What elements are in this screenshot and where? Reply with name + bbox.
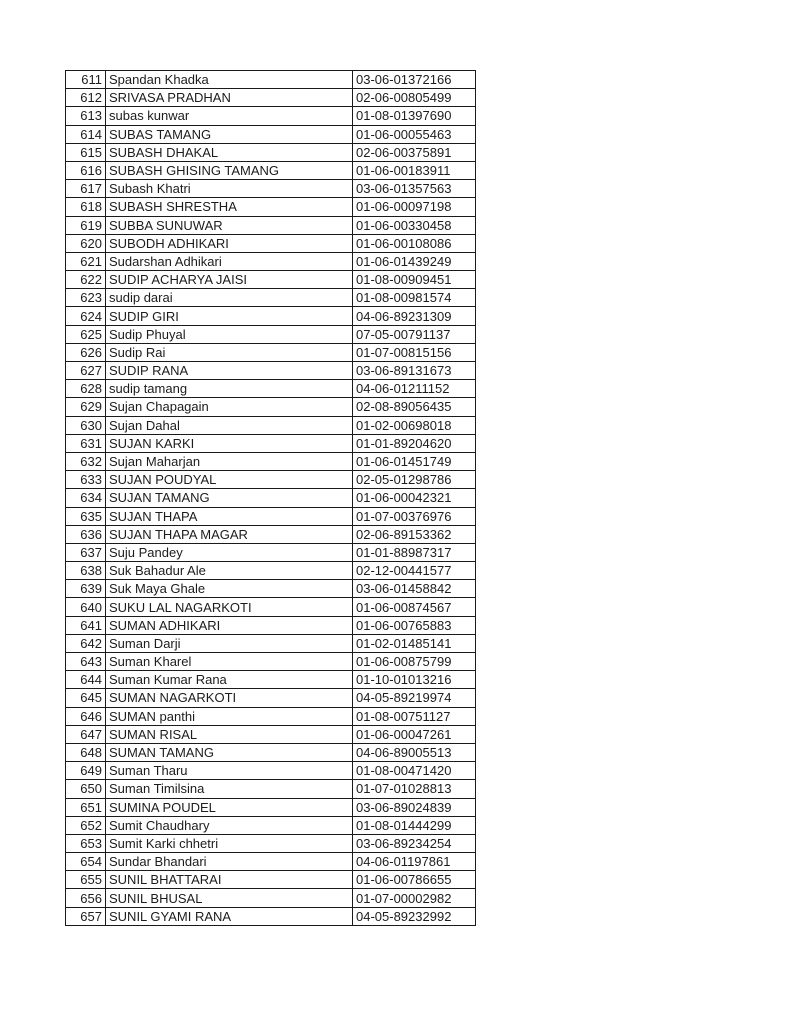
table-row (66, 562, 476, 580)
id-cell: 01-07-01028813 (353, 780, 476, 798)
id-cell: 04-06-89005513 (353, 743, 476, 761)
id-cell: 01-06-00874567 (353, 598, 476, 616)
name-cell: SUDIP GIRI (106, 307, 353, 325)
table-row (66, 125, 476, 143)
table-row (66, 362, 476, 380)
name-cell: SUBASH DHAKAL (106, 143, 353, 161)
name-cell: SUNIL BHATTARAI (106, 871, 353, 889)
serial-cell: 646 (66, 707, 106, 725)
id-cell: 07-05-00791137 (353, 325, 476, 343)
id-cell: 01-06-00042321 (353, 489, 476, 507)
id-cell: 01-06-00108086 (353, 234, 476, 252)
table-row (66, 725, 476, 743)
id-cell: 02-06-00805499 (353, 89, 476, 107)
id-cell: 01-08-00981574 (353, 289, 476, 307)
table-row (66, 161, 476, 179)
id-cell: 01-06-00786655 (353, 871, 476, 889)
serial-cell: 640 (66, 598, 106, 616)
table-row (66, 525, 476, 543)
serial-cell: 650 (66, 780, 106, 798)
serial-cell: 628 (66, 380, 106, 398)
name-cell: SUBASH SHRESTHA (106, 198, 353, 216)
table-row (66, 671, 476, 689)
id-cell: 01-06-00097198 (353, 198, 476, 216)
table-row (66, 707, 476, 725)
id-cell: 03-06-01458842 (353, 580, 476, 598)
serial-cell: 632 (66, 452, 106, 470)
serial-cell: 625 (66, 325, 106, 343)
serial-cell: 613 (66, 107, 106, 125)
id-cell: 01-08-01397690 (353, 107, 476, 125)
name-cell: Sumit Chaudhary (106, 816, 353, 834)
serial-cell: 636 (66, 525, 106, 543)
id-cell: 03-06-89131673 (353, 362, 476, 380)
table-row (66, 634, 476, 652)
id-cell: 02-05-01298786 (353, 471, 476, 489)
name-cell: Suk Bahadur Ale (106, 562, 353, 580)
serial-cell: 617 (66, 180, 106, 198)
serial-cell: 641 (66, 616, 106, 634)
table-row (66, 398, 476, 416)
serial-cell: 630 (66, 416, 106, 434)
table-row (66, 216, 476, 234)
id-cell: 01-07-00376976 (353, 507, 476, 525)
name-cell: SUKU LAL NAGARKOTI (106, 598, 353, 616)
name-cell: Suman Timilsina (106, 780, 353, 798)
table-row (66, 834, 476, 852)
name-cell: Subash Khatri (106, 180, 353, 198)
id-cell: 01-07-00815156 (353, 343, 476, 361)
serial-cell: 634 (66, 489, 106, 507)
roster-table (65, 70, 476, 926)
table-row (66, 543, 476, 561)
table-row (66, 89, 476, 107)
name-cell: Sujan Dahal (106, 416, 353, 434)
name-cell: SUBASH GHISING TAMANG (106, 161, 353, 179)
table-row (66, 616, 476, 634)
serial-cell: 616 (66, 161, 106, 179)
table-row (66, 271, 476, 289)
id-cell: 01-06-00055463 (353, 125, 476, 143)
name-cell: SUMAN ADHIKARI (106, 616, 353, 634)
table-row (66, 252, 476, 270)
table-row (66, 471, 476, 489)
id-cell: 04-05-89232992 (353, 907, 476, 925)
name-cell: SUMAN NAGARKOTI (106, 689, 353, 707)
table-row (66, 234, 476, 252)
name-cell: Suman Tharu (106, 762, 353, 780)
id-cell: 01-08-00909451 (353, 271, 476, 289)
id-cell: 01-06-00047261 (353, 725, 476, 743)
name-cell: SUBBA SUNUWAR (106, 216, 353, 234)
id-cell: 01-06-00183911 (353, 161, 476, 179)
name-cell: Suju Pandey (106, 543, 353, 561)
id-cell: 02-06-00375891 (353, 143, 476, 161)
serial-cell: 622 (66, 271, 106, 289)
id-cell: 01-06-00330458 (353, 216, 476, 234)
name-cell: Sudip Rai (106, 343, 353, 361)
id-cell: 03-06-89024839 (353, 798, 476, 816)
table-row (66, 107, 476, 125)
id-cell: 03-06-01372166 (353, 71, 476, 89)
name-cell: sudip tamang (106, 380, 353, 398)
id-cell: 01-06-00875799 (353, 653, 476, 671)
id-cell: 01-01-89204620 (353, 434, 476, 452)
serial-cell: 645 (66, 689, 106, 707)
table-row (66, 780, 476, 798)
serial-cell: 653 (66, 834, 106, 852)
name-cell: Suman Kharel (106, 653, 353, 671)
name-cell: SUMAN panthi (106, 707, 353, 725)
name-cell: SUBODH ADHIKARI (106, 234, 353, 252)
id-cell: 04-06-01211152 (353, 380, 476, 398)
name-cell: Sujan Maharjan (106, 452, 353, 470)
serial-cell: 643 (66, 653, 106, 671)
id-cell: 01-08-00751127 (353, 707, 476, 725)
serial-cell: 656 (66, 889, 106, 907)
table-row (66, 489, 476, 507)
table-row (66, 853, 476, 871)
table-row (66, 889, 476, 907)
serial-cell: 648 (66, 743, 106, 761)
table-row (66, 762, 476, 780)
id-cell: 01-06-00765883 (353, 616, 476, 634)
table-row (66, 452, 476, 470)
serial-cell: 639 (66, 580, 106, 598)
table-row (66, 507, 476, 525)
table-body (66, 71, 476, 926)
serial-cell: 647 (66, 725, 106, 743)
id-cell: 01-06-01451749 (353, 452, 476, 470)
id-cell: 03-06-01357563 (353, 180, 476, 198)
id-cell: 02-08-89056435 (353, 398, 476, 416)
serial-cell: 612 (66, 89, 106, 107)
serial-cell: 651 (66, 798, 106, 816)
table-row (66, 434, 476, 452)
name-cell: SUNIL GYAMI RANA (106, 907, 353, 925)
table-row (66, 289, 476, 307)
serial-cell: 621 (66, 252, 106, 270)
serial-cell: 611 (66, 71, 106, 89)
name-cell: SUBAS TAMANG (106, 125, 353, 143)
table-row (66, 653, 476, 671)
name-cell: SUMAN TAMANG (106, 743, 353, 761)
id-cell: 01-02-00698018 (353, 416, 476, 434)
table-row (66, 598, 476, 616)
id-cell: 04-06-89231309 (353, 307, 476, 325)
name-cell: subas kunwar (106, 107, 353, 125)
name-cell: Sundar Bhandari (106, 853, 353, 871)
serial-cell: 642 (66, 634, 106, 652)
name-cell: Sudarshan Adhikari (106, 252, 353, 270)
name-cell: SUJAN TAMANG (106, 489, 353, 507)
serial-cell: 614 (66, 125, 106, 143)
serial-cell: 652 (66, 816, 106, 834)
id-cell: 02-06-89153362 (353, 525, 476, 543)
serial-cell: 627 (66, 362, 106, 380)
name-cell: SUJAN KARKI (106, 434, 353, 452)
table-row (66, 380, 476, 398)
table-row (66, 743, 476, 761)
serial-cell: 649 (66, 762, 106, 780)
id-cell: 01-08-01444299 (353, 816, 476, 834)
name-cell: SUMINA POUDEL (106, 798, 353, 816)
id-cell: 01-01-88987317 (353, 543, 476, 561)
name-cell: SUDIP ACHARYA JAISI (106, 271, 353, 289)
serial-cell: 657 (66, 907, 106, 925)
serial-cell: 626 (66, 343, 106, 361)
name-cell: SUJAN THAPA MAGAR (106, 525, 353, 543)
table-row (66, 580, 476, 598)
serial-cell: 638 (66, 562, 106, 580)
name-cell: Sumit Karki chhetri (106, 834, 353, 852)
serial-cell: 635 (66, 507, 106, 525)
name-cell: SRIVASA PRADHAN (106, 89, 353, 107)
table-row (66, 798, 476, 816)
id-cell: 03-06-89234254 (353, 834, 476, 852)
id-cell: 04-05-89219974 (353, 689, 476, 707)
id-cell: 01-07-00002982 (353, 889, 476, 907)
id-cell: 02-12-00441577 (353, 562, 476, 580)
serial-cell: 629 (66, 398, 106, 416)
serial-cell: 655 (66, 871, 106, 889)
table-row (66, 143, 476, 161)
serial-cell: 619 (66, 216, 106, 234)
name-cell: Suman Darji (106, 634, 353, 652)
serial-cell: 615 (66, 143, 106, 161)
table-row (66, 343, 476, 361)
name-cell: SUJAN POUDYAL (106, 471, 353, 489)
name-cell: Sujan Chapagain (106, 398, 353, 416)
serial-cell: 631 (66, 434, 106, 452)
name-cell: Spandan Khadka (106, 71, 353, 89)
name-cell: Sudip Phuyal (106, 325, 353, 343)
table-row (66, 816, 476, 834)
serial-cell: 620 (66, 234, 106, 252)
table-row (66, 689, 476, 707)
serial-cell: 637 (66, 543, 106, 561)
name-cell: SUNIL BHUSAL (106, 889, 353, 907)
table-row (66, 871, 476, 889)
table-row (66, 307, 476, 325)
table-row (66, 198, 476, 216)
name-cell: SUMAN RISAL (106, 725, 353, 743)
name-cell: Suk Maya Ghale (106, 580, 353, 598)
name-cell: Suman Kumar Rana (106, 671, 353, 689)
name-cell: SUDIP RANA (106, 362, 353, 380)
id-cell: 04-06-01197861 (353, 853, 476, 871)
table-row (66, 907, 476, 925)
table-row (66, 416, 476, 434)
id-cell: 01-10-01013216 (353, 671, 476, 689)
id-cell: 01-06-01439249 (353, 252, 476, 270)
name-cell: sudip darai (106, 289, 353, 307)
table-row (66, 325, 476, 343)
id-cell: 01-02-01485141 (353, 634, 476, 652)
table-row (66, 71, 476, 89)
name-cell: SUJAN THAPA (106, 507, 353, 525)
table-row (66, 180, 476, 198)
serial-cell: 633 (66, 471, 106, 489)
serial-cell: 624 (66, 307, 106, 325)
serial-cell: 654 (66, 853, 106, 871)
serial-cell: 623 (66, 289, 106, 307)
id-cell: 01-08-00471420 (353, 762, 476, 780)
serial-cell: 618 (66, 198, 106, 216)
serial-cell: 644 (66, 671, 106, 689)
